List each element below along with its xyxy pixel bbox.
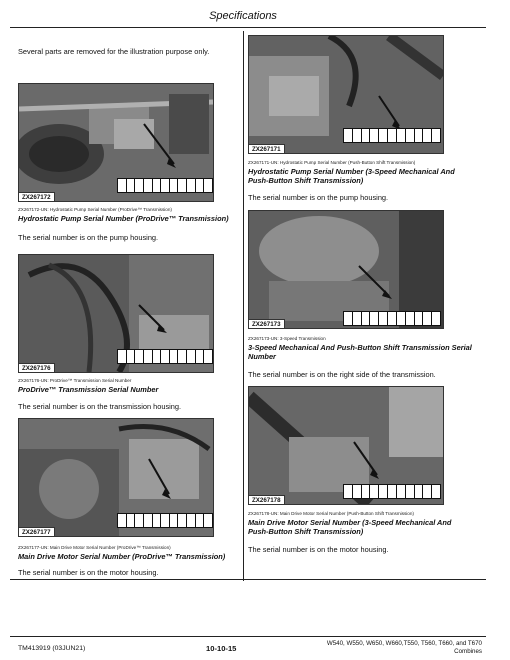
figure-id: ZX267178: [249, 495, 285, 504]
figure-id: ZX267173: [249, 319, 285, 328]
footer-page-number: 10-10-15: [206, 644, 237, 653]
figure-hydrostatic-pump-prodrive: [18, 83, 214, 202]
serial-plate: [343, 128, 441, 143]
figure-caption-title: Hydrostatic Pump Serial Number (ProDrive™ Transmission): [18, 214, 229, 223]
figure-caption-id: ZX267172-UN: Hydrostatic Pump Serial Number (ProDrive™ Transmission): [18, 207, 172, 212]
figure-id: ZX267172: [19, 192, 55, 201]
figure-description: The serial number is on the pump housing.: [248, 193, 389, 202]
figure-id: ZX267176: [19, 363, 55, 372]
column-divider: [243, 31, 244, 581]
serial-plate: [343, 484, 441, 499]
footer-product: Combines: [454, 648, 482, 655]
figure-description: The serial number is on the pump housing.: [18, 233, 159, 242]
figure-description: The serial number is on the motor housing.: [18, 568, 159, 577]
content-bottom-rule: [10, 579, 486, 580]
footer-rule: [10, 636, 486, 637]
serial-plate: [117, 513, 213, 528]
figure-main-drive-motor-prodrive: [18, 418, 214, 537]
figure-caption-id: ZX267171-UN: Hydrostatic Pump Serial Number (Push-Button Shift Transmission): [248, 160, 416, 165]
figure-main-drive-motor-push-button: [248, 386, 444, 505]
serial-plate: [343, 311, 441, 326]
figure-description: The serial number is on the transmission housing.: [18, 402, 182, 411]
figure-hydrostatic-pump-push-button: [248, 35, 444, 154]
figure-caption-title: Main Drive Motor Serial Number (3-Speed Mechanical And Push-Button Shift Transmission): [248, 518, 452, 536]
figure-caption-id: ZX267173-UN: 3-Speed Transmission: [248, 336, 326, 341]
figure-id: ZX267177: [19, 527, 55, 536]
figure-description: The serial number is on the right side of the transmission.: [248, 370, 436, 379]
figure-caption-title: ProDrive™ Transmission Serial Number: [18, 385, 159, 394]
figure-caption-title: 3-Speed Mechanical And Push-Button Shift Transmission Serial Number: [248, 343, 472, 361]
figure-caption-id: ZX267177-UN: Main Drive Motor Serial Number (ProDrive™ Transmission): [18, 545, 171, 550]
figure-3-speed-transmission: [248, 210, 444, 329]
intro-note: Several parts are removed for the illustration purpose only.: [18, 47, 210, 56]
figure-id: ZX267171: [249, 144, 285, 153]
figure-caption-title: Main Drive Motor Serial Number (ProDrive™ Transmission): [18, 552, 226, 561]
header-rule: [10, 27, 486, 28]
figure-caption-id: ZX267176-UN: ProDrive™ Transmission Serial Number: [18, 378, 132, 383]
figure-prodrive-transmission: [18, 254, 214, 373]
serial-plate: [117, 349, 213, 364]
footer-models: [286, 640, 482, 656]
figure-description: The serial number is on the motor housing.: [248, 545, 389, 554]
footer-doc-id: TM413919 (03JUN21): [18, 645, 86, 652]
page-title: Specifications: [209, 10, 277, 22]
figure-caption-id: ZX267178-UN: Main Drive Motor Serial Number (Push-Button Shift Transmission): [248, 511, 414, 516]
figure-caption-title: Hydrostatic Pump Serial Number (3-Speed Mechanical And Push-Button Shift Transmission): [248, 167, 455, 185]
footer-model-list: W540, W550, W650, W660,T550, T560, T660, and T670: [326, 640, 482, 647]
serial-plate: [117, 178, 213, 193]
